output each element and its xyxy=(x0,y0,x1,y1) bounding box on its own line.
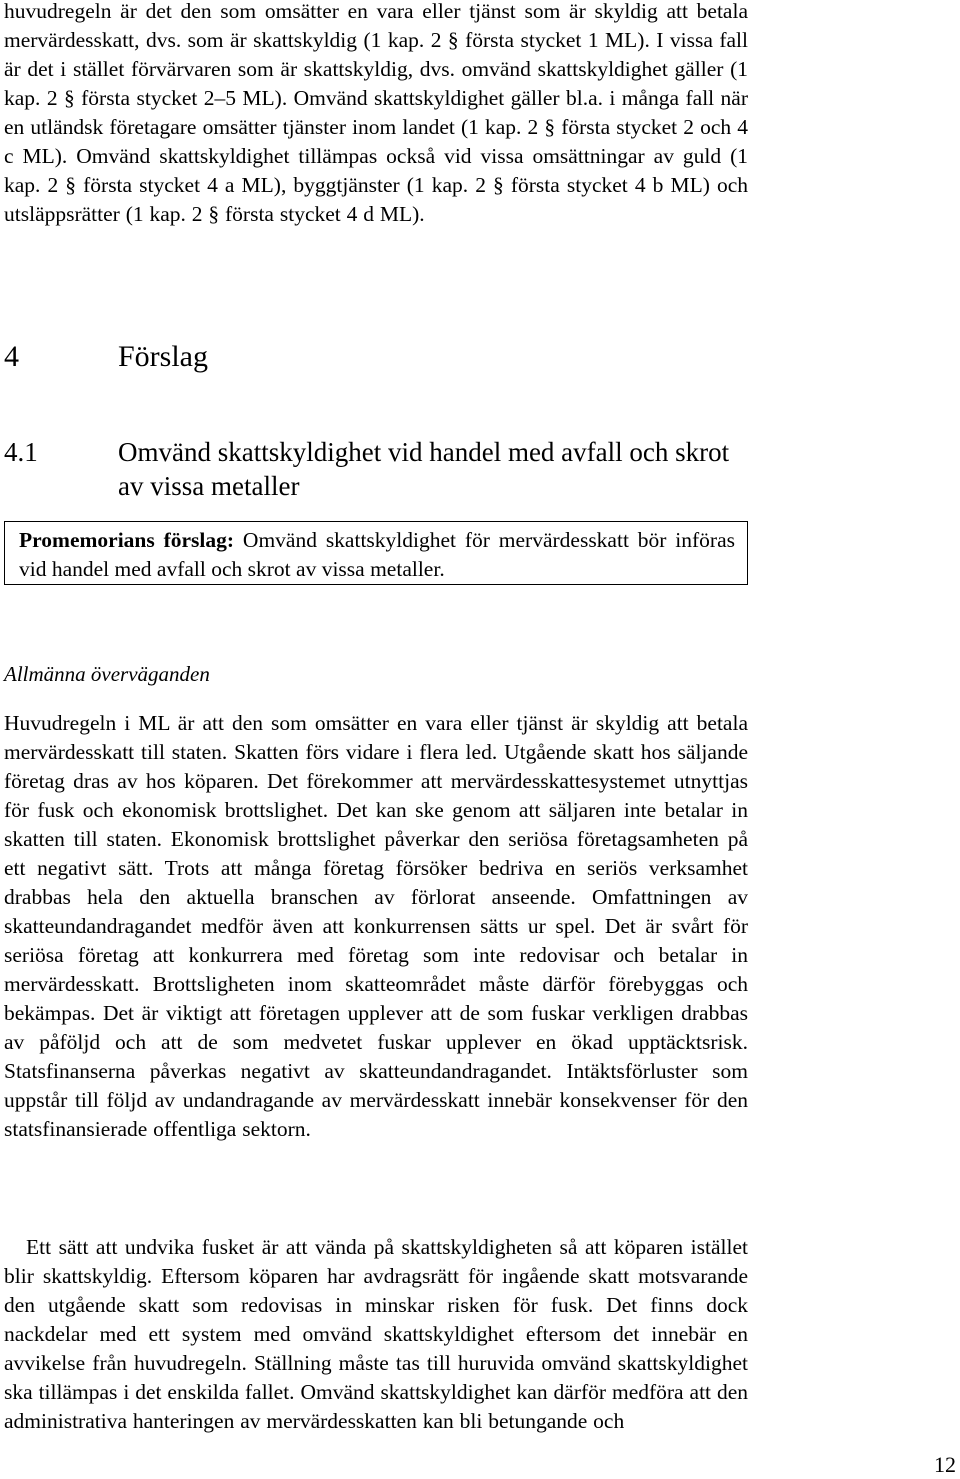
subsection-heading xyxy=(4,435,748,503)
proposal-box xyxy=(4,521,748,585)
body-paragraph-1: Huvudregeln i ML är att den som omsätter en vara eller tjänst är skyldig att betala mervärdesskatt till staten. Skatten förs vidare i flera led. Utgående skatt hos säljande företag dras av hos köparen. Det förekommer att mervärdesskattesystemet utnyttjas för fusk och ekonomisk brottslighet. Det kan ske genom att säljaren inte betalar in skatten till staten. Ekonomisk brottslighet påverkar den seriösa företagsamheten på ett negativt sätt. Trots att många företag försöker bedriva en seriös verksamhet drabbas hela den aktuella branschen av förlorat anseende. Omfattningen av skatteundandragandet medför även att konkurrensen sätts ur spel. Det är svårt för seriösa företag att konkurrera med företag som inte redovisar och betalar in mervärdesskatt. Brottsligheten inom skatteområdet måste därför förebyggas och bekämpas. Det är viktigt att företagen upplever att de som fuskar verkligen drabbas av påföljd och att de som medvetet fuskar upplever en ökad upptäcktsrisk. Statsfinanserna påverkas negativt av skatteundandragandet. Intäktsförluster som uppstår till följd av undandragande av mervärdesskatt innebär konsekvenser för den statsfinansierade offentliga sektorn. xyxy=(4,711,748,1141)
section-title: Förslag xyxy=(118,340,208,373)
proposal-text: Omvänd skattskyldighet för mervärdesskatt bör införas vid handel med avfall och skrot av vissa metaller. xyxy=(19,528,735,581)
proposal-lead: Promemorians förslag: xyxy=(19,528,235,552)
subsection-number: 4.1 xyxy=(4,437,38,467)
subheading: Allmänna överväganden xyxy=(4,662,210,686)
body-paragraph-2: Ett sätt att undvika fusket är att vända på skattskyldigheten så att köparen istället blir skattskyldig. Eftersom köparen har avdragsrätt för ingående skatt motsvarande den utgående skatt som redovisas in minskar risken för fusk. Det finns dock nackdelar med ett system med omvänd skattskyldighet eftersom det innebär en avvikelse från huvudregeln. Ställning måste tas till huruvida omvänd skattskyldighet ska tillämpas i det enskilda fallet. Omvänd skattskyldighet kan därför medföra att den administrativa hanteringen av mervärdesskatten kan bli betungande och xyxy=(4,1235,748,1433)
section-heading xyxy=(4,337,208,377)
page-number: 12 xyxy=(934,1452,956,1477)
subsection-title: Omvänd skattskyldighet vid handel med avfall och skrot av vissa metaller xyxy=(118,437,730,501)
section-number: 4 xyxy=(4,340,19,373)
intro-paragraph: huvudregeln är det den som omsätter en vara eller tjänst som är skyldig att betala mervärdesskatt, dvs. som är skattskyldig (1 kap. 2 § första stycket 1 ML). I vissa fall är det i stället förvärvaren som är skattskyldig, dvs. omvänd skattskyldighet gäller (1 kap. 2 § första stycket 2–5 ML). Omvänd skattskyldighet gäller bl.a. i många fall när en utländsk företagare omsätter tjänster inom landet (1 kap. 2 § första stycket 2 och 4 c ML). Omvänd skattskyldighet tillämpas också vid vissa omsättningar av guld (1 kap. 2 § första stycket 4 a ML), byggtjänster (1 kap. 2 § första stycket 4 b ML) och utsläppsrätter (1 kap. 2 § första stycket 4 d ML). xyxy=(4,0,748,226)
